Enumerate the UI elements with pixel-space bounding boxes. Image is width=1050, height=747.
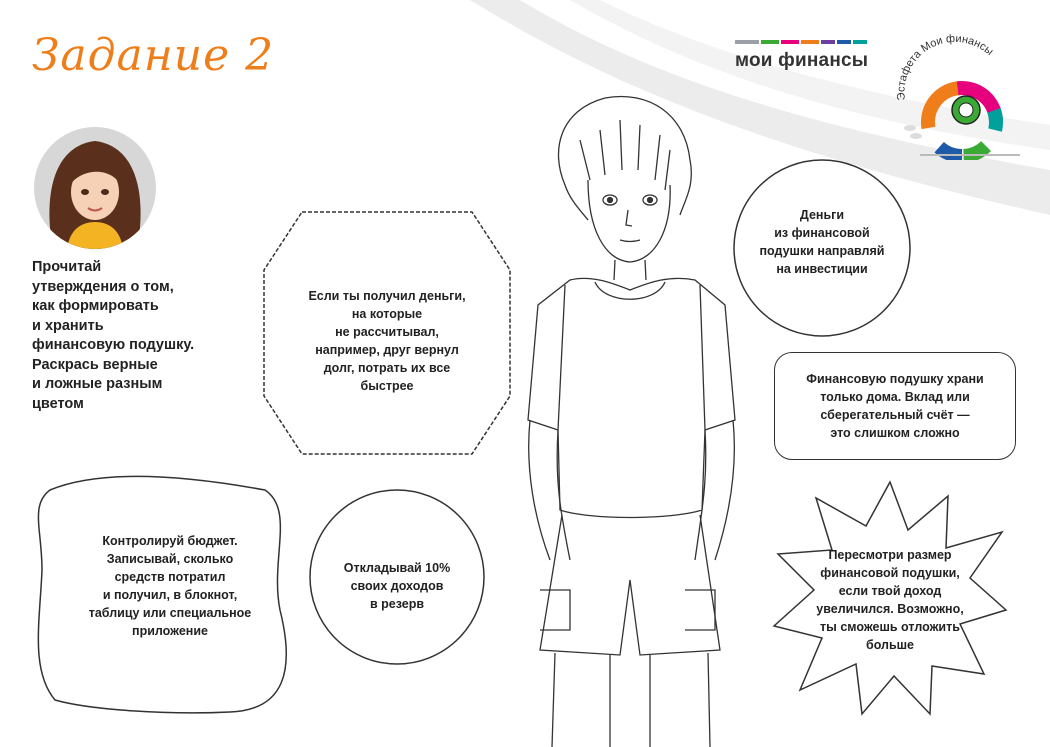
boy-figure-illustration [510, 90, 740, 747]
statement-text-4: Контролируй бюджет. Записывай, сколько средств потратил и получил, в блокнот, таблицу или специальное приложение [88, 534, 252, 638]
instruction-text [32, 258, 242, 414]
badge-arc-text: Эстафета Мои финансы [895, 32, 996, 101]
statement-text-2: Деньги из финансовой подушки направляй на инвестиции [759, 208, 885, 276]
instruction-line: как формировать [32, 298, 159, 314]
statement-text-3: Финансовую подушку храни только дома. Вклад или сберегательный счёт — это слишком сложно [806, 372, 984, 440]
instruction-verb-read: Прочитай [32, 259, 102, 275]
statement-text-6: Пересмотри размер финансовой подушки, если твой доход увеличился. Возможно, ты сможешь отложить больше [816, 548, 964, 652]
instruction-line: цветом [32, 395, 84, 412]
page-title: Задание 2 [32, 30, 275, 81]
statement-text-5: Откладывай 10% своих доходов в резерв [343, 561, 451, 611]
logo-color-bar [735, 40, 869, 44]
instruction-line: финансовую подушку. [32, 337, 195, 353]
instruction-line: верные [98, 356, 158, 373]
instruction-verb-color: Раскрась [32, 356, 99, 373]
girl-avatar-icon [33, 126, 157, 250]
statement-text-1: Если ты получил деньги, на которые не рассчитывал, например, друг вернул долг, потрать их все быстрее [308, 289, 466, 393]
instruction-line: утверждения о том, [32, 278, 174, 295]
relay-badge-icon [880, 30, 1030, 160]
instruction-line: и ложные разным [32, 376, 163, 392]
logo-text: мои финансы [735, 50, 869, 71]
instruction-line: и хранить [32, 317, 104, 334]
